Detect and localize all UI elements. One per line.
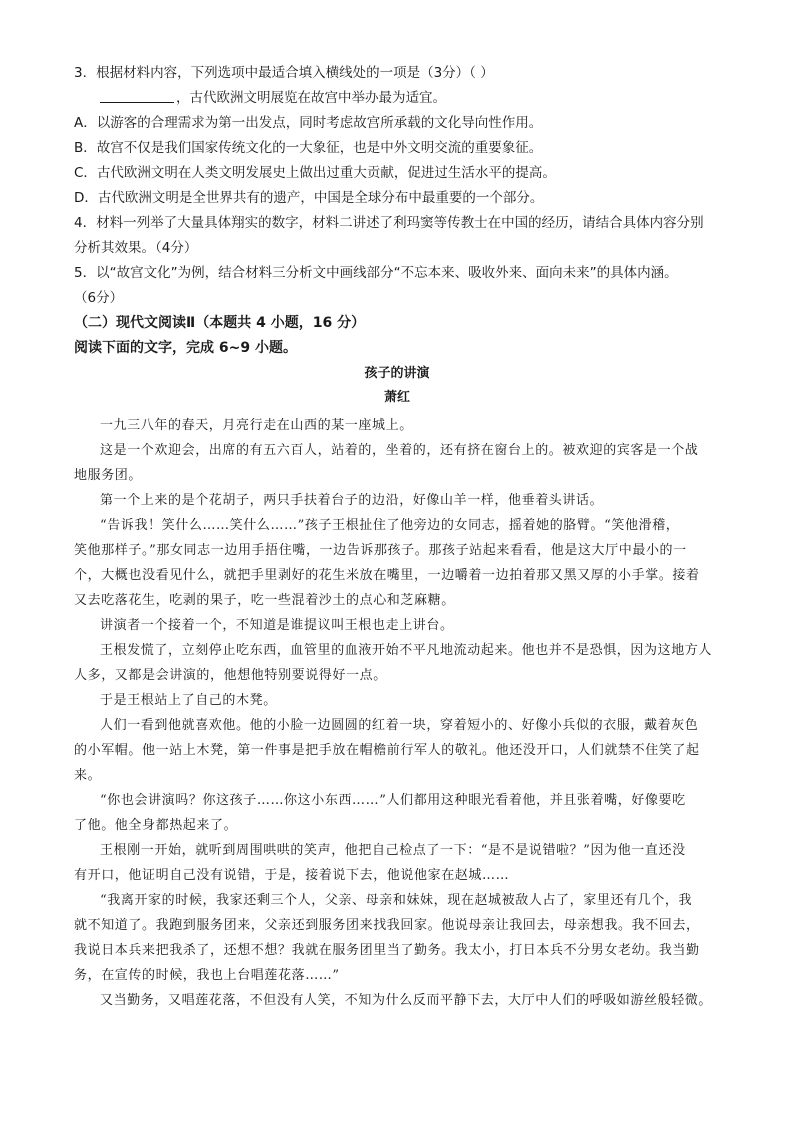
story-line: 有开口，他证明自己没有说错，于是，接着说下去，他说他家在赵城…… <box>74 868 510 883</box>
story-line: 人多，又都是会讲演的，他想他特别要说得好一点。 <box>74 668 387 683</box>
story-line: 的小军帽。他一站上木凳，第一件事是把手放在帽檐前行军人的敬礼。他还没开口，人们就禁不住笑了起 <box>74 743 700 758</box>
story-line: 了他。他全身都热起来了。 <box>74 818 238 833</box>
question-3-stem: 3．根据材料内容，下列选项中最适合填入横线处的一项是（3分）（ ） <box>74 65 494 81</box>
story-line: 这是一个欢迎会，出席的有五六百人，站着的，坐着的，还有挤在窗台上的。被欢迎的宾客是一个战 <box>100 443 699 458</box>
story-line: 王根刚一开始，就听到周围哄哄的笑声，他把自己检点了一下：“是不是说错啦？”因为他一直还没 <box>100 843 686 858</box>
story-line: 我说日本兵来把我杀了，还想不想？我就在服务团里当了勤务。我太小，打日本兵不分男女老幼。我当勤 <box>74 943 700 958</box>
story-title: 孩子的讲演 <box>364 366 430 381</box>
question-4-line-1: 4．材料一列举了大量具体翔实的数字，材料二讲述了利玛窦等传教士在中国的经历，请结合具体内容分别 <box>74 215 704 231</box>
story-line: “我离开家的时候，我家还剩三个人，父亲、母亲和妹妹，现在赵城被敌人占了，家里还有几个，我 <box>100 893 693 908</box>
question-4-line-2: 分析其效果。（4分） <box>74 240 198 256</box>
story-author: 萧红 <box>383 390 410 405</box>
story-line: 王根发慌了，立刻停止吃东西，血管里的血液开始不平凡地流动起来。他也并不是恐惧，因为这地方人 <box>100 643 713 658</box>
question-5-line-1: 5．以“故宫文化”为例，结合材料三分析文中画线部分“不忘本来、吸收外来、面向未来”的具体内涵。 <box>74 265 678 281</box>
story-line: 又当勤务，又唱莲花落，不但没有人笑，不知为什么反而平静下去，大厅中人们的呼吸如游丝般轻微。 <box>100 993 713 1008</box>
story-line: 人们一看到他就喜欢他。他的小脸一边圆圆的红着一块，穿着短小的、好像小兵似的衣服，戴着灰色 <box>100 718 699 733</box>
question-3-prompt-text: ，古代欧洲文明展览在故宫中举办最为适宜。 <box>176 90 446 106</box>
question-3-option-d: D．古代欧洲文明是全世界共有的遗产，中国是全球分布中最重要的一个部分。 <box>74 190 544 206</box>
story-line: 来。 <box>74 768 102 783</box>
story-line: 一九三八年的春天，月亮行走在山西的某一座城上。 <box>100 418 413 433</box>
story-line: 第一个上来的是个花胡子，两只手扶着台子的边沿，好像山羊一样，他垂着头讲话。 <box>100 493 604 508</box>
section-instruction: 阅读下面的文字，完成 6~9 小题。 <box>74 340 297 356</box>
question-3-option-c: C．古代欧洲文明在人类文明发展史上做出过重大贡献，促进过生活水平的提高。 <box>74 165 556 181</box>
story-line: 笑他那样子。”那女同志一边用手捂住嘴，一边告诉那孩子。那孩子站起来看看，他是这大厅中最小的一 <box>74 543 687 558</box>
question-3-option-a: A．以游客的合理需求为第一出发点，同时考虑故宫所承载的文化导向性作用。 <box>74 115 543 131</box>
story-line: 就不知道了。我跑到服务团来，父亲还到服务团来找我回家。他说母亲让我回去，母亲想我。我不回去， <box>74 918 700 933</box>
story-line: 务，在宣传的时候，我也上台唱莲花落……” <box>74 968 340 983</box>
story-line: 个，大概也没看见什么，就把手里剥好的花生米放在嘴里，一边嚼着一边拍着那又黑又厚的小手掌。接着 <box>74 568 700 583</box>
story-line: “你也会讲演吗？你这孩子……你这小东西……”人们都用这种眼光看着他，并且张着嘴，好像要吃 <box>100 793 686 808</box>
story-line: “告诉我！笑什么……笑什么……”孩子王根扯住了他旁边的女同志，摇着她的胳臂。“笑他滑稽， <box>100 518 680 533</box>
question-3-option-b: B．故宫不仅是我们国家传统文化的一大象征，也是中外文明交流的重要象征。 <box>74 140 543 156</box>
question-5-line-2: （6分） <box>74 290 124 306</box>
section-heading: （二）现代文阅读Ⅱ（本题共 4 小题，16 分） <box>74 315 366 331</box>
story-line: 于是王根站上了自己的木凳。 <box>100 693 277 708</box>
story-line: 又去吃落花生，吃剥的果子，吃一些混着沙土的点心和芝麻糖。 <box>74 593 455 608</box>
question-3-prompt <box>100 86 754 111</box>
answer-blank <box>100 89 174 103</box>
story-line: 讲演者一个接着一个，不知道是谁提议叫王根也走上讲台。 <box>100 618 454 633</box>
story-line: 地服务团。 <box>74 468 143 483</box>
